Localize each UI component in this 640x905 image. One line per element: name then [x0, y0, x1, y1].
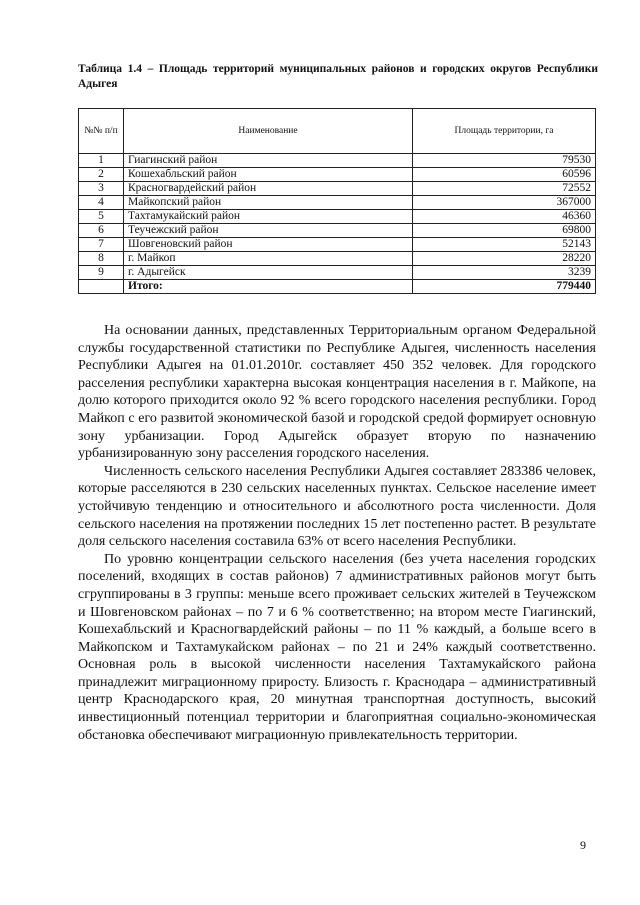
- row-name: Кошехабльский район: [124, 168, 413, 182]
- row-area: 367000: [413, 196, 596, 210]
- row-name: Майкопский район: [124, 196, 413, 210]
- row-number: 1: [79, 154, 124, 168]
- row-name: Тахтамукайский район: [124, 210, 413, 224]
- table-row: [79, 154, 596, 168]
- row-number: 7: [79, 238, 124, 252]
- row-number: 3: [79, 182, 124, 196]
- table-row: [79, 168, 596, 182]
- total-label: Итого:: [124, 280, 413, 294]
- row-area: 72552: [413, 182, 596, 196]
- table-row: [79, 252, 596, 266]
- row-area: 69800: [413, 224, 596, 238]
- territory-table: [78, 108, 596, 294]
- table-total-row: [79, 280, 596, 294]
- row-number: 8: [79, 252, 124, 266]
- page-number: 9: [580, 838, 586, 852]
- row-number: 2: [79, 168, 124, 182]
- row-name: Красногвардейский район: [124, 182, 413, 196]
- row-area: 52143: [413, 238, 596, 252]
- table-row: [79, 196, 596, 210]
- table-row: [79, 182, 596, 196]
- row-name: г. Адыгейск: [124, 266, 413, 280]
- row-area: 28220: [413, 252, 596, 266]
- table-row: [79, 266, 596, 280]
- table-header-row: [79, 109, 596, 154]
- table-row: [79, 210, 596, 224]
- row-number: 4: [79, 196, 124, 210]
- row-number: 6: [79, 224, 124, 238]
- row-area: 60596: [413, 168, 596, 182]
- row-name: Шовгеновский район: [124, 238, 413, 252]
- row-name: г. Майкоп: [124, 252, 413, 266]
- row-number: 9: [79, 266, 124, 280]
- row-area: 3239: [413, 266, 596, 280]
- header-number: №№ п/п: [79, 109, 124, 154]
- paragraph: По уровню концентрации сельского населения (без учета населения городских поселений, входящих в состав районов) 7 административных районов могут быть сгруппированы в 3 группы: меньше всего проживает сельских жителей в Теучежском и Шовгеновском районах – по 7 и 6 % соответственно; на втором месте Гиагинский, Кошехабльский и Красногвардейский районы – по 11 % каждый, а больше всего в Майкопском и Тахтамукайском районах – по 21 и 24% каждый соответственно. Основная роль в высокой численности населения Тахтамукайского района принадлежит миграционному приросту. Близость г. Краснодара – административный центр Краснодарского края, 20 минутная транспортная доступность, высокий инвестиционный потенциал территории и благоприятная социально-экономическая обстановка обеспечивают миграционную привлекательность территории.: [78, 551, 596, 743]
- total-value: 779440: [413, 280, 596, 294]
- row-area: 79530: [413, 154, 596, 168]
- paragraph: Численность сельского населения Республики Адыгея составляет 283386 человек, которые расселяются в 230 сельских населенных пунктах. Сельское население имеет устойчивую тенденцию и относительного и абсолютного роста численности. Доля сельского населения на протяжении последних 15 лет постепенно растет. В результате доля сельского населения составила 63% от всего населения Республики.: [78, 463, 596, 550]
- table-row: [79, 224, 596, 238]
- header-area: Площадь территории, га: [413, 109, 596, 154]
- row-name: Теучежский район: [124, 224, 413, 238]
- paragraph: На основании данных, представленных Территориальным органом Федеральной службы государственной статистики по Республике Адыгея, численность населения Республики Адыгея на 01.01.2010г. составляет 450 352 человек. Для городского расселения республики характерна высокая концентрация населения в г. Майкопе, на долю которого приходится около 92 % всего городского населения республики. Город Майкоп с его развитой экономической базой и городской средой формирует основную зону урбанизации. Город Адыгейск образует вторую по назначению урбанизированную зону расселения городского населения.: [78, 323, 596, 462]
- row-area: 46360: [413, 210, 596, 224]
- total-empty-cell: [79, 280, 124, 294]
- table-row: [79, 238, 596, 252]
- body-text: [78, 322, 596, 744]
- table-caption: Таблица 1.4 – Площадь территорий муниципальных районов и городских округов Республики Адыгея: [78, 63, 598, 90]
- header-name: Наименование: [124, 109, 413, 154]
- row-number: 5: [79, 210, 124, 224]
- row-name: Гиагинский район: [124, 154, 413, 168]
